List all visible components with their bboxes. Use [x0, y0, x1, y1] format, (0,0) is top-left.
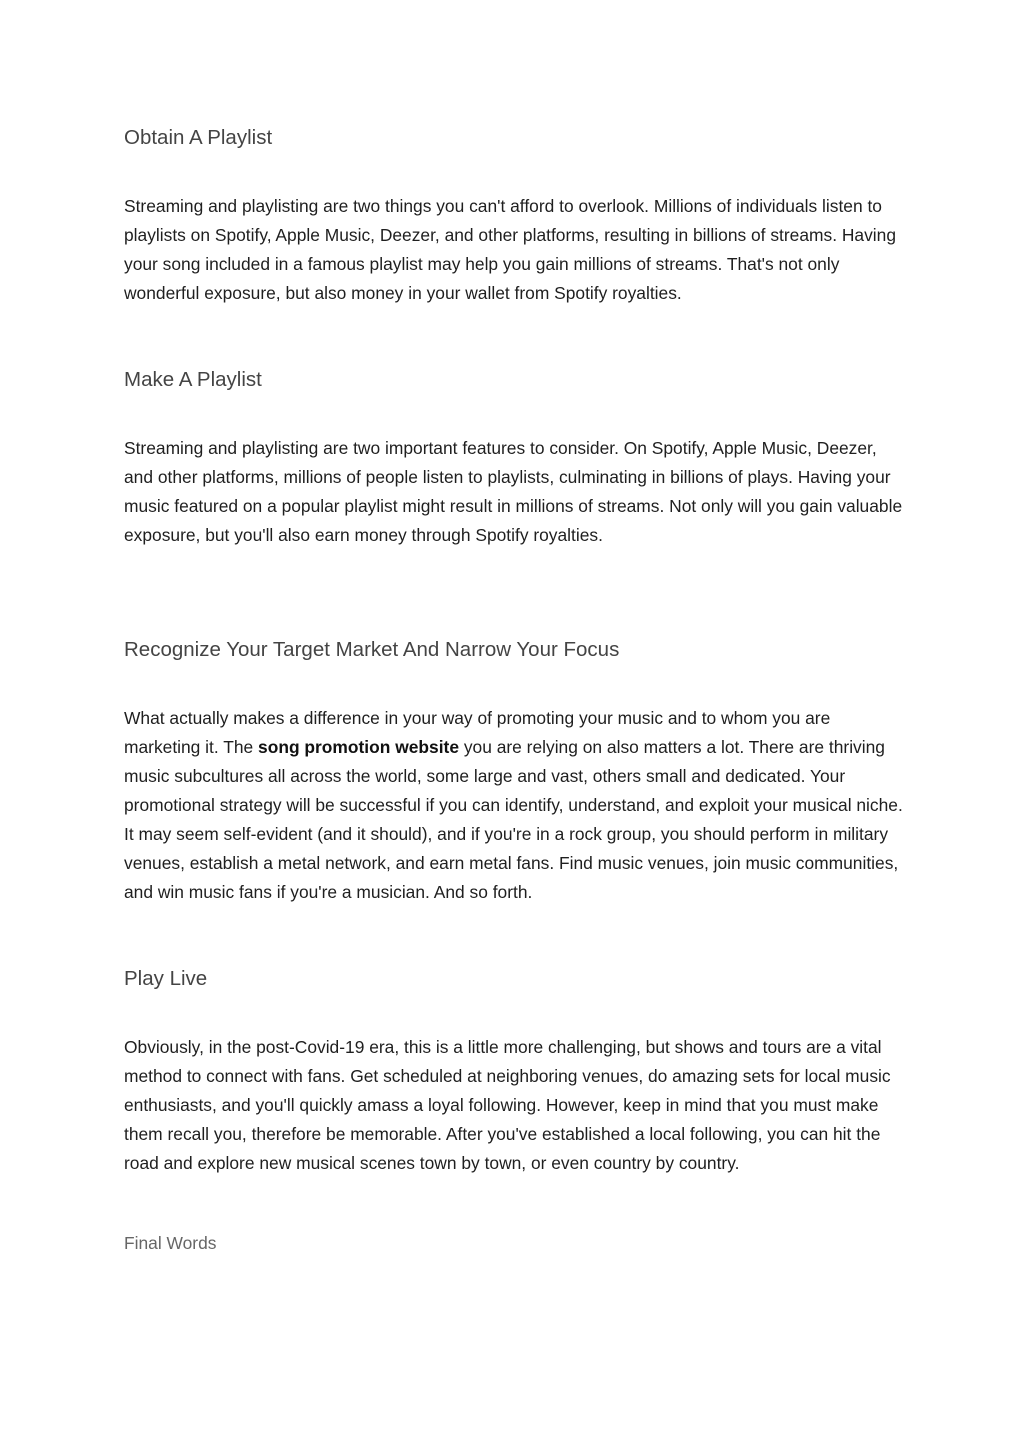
final-words-heading: Final Words	[124, 1233, 217, 1253]
section-body-target-market	[124, 704, 904, 907]
section-heading-target-market: Recognize Your Target Market And Narrow Your Focus	[124, 638, 620, 661]
section-heading-obtain-playlist: Obtain A Playlist	[124, 126, 273, 149]
section-body-obtain-playlist: Streaming and playlisting are two things you can't afford to overlook. Millions of individuals listen to playlists on Spotify, Apple Music, Deezer, and other platforms, resulting in billions of streams. Having your song included in a famous playlist may help you gain millions of streams. That's not only wonderful exposure, but also money in your wallet from Spotify royalties.	[124, 196, 896, 303]
section-heading-play-live: Play Live	[124, 967, 208, 990]
section-body-play-live: Obviously, in the post-Covid-19 era, this is a little more challenging, but shows and tours are a vital method to connect with fans. Get scheduled at neighboring venues, do amazing sets for local music enthusiasts, and you'll quickly amass a loyal following. However, keep in mind that you must make them recall you, therefore be memorable. After you've established a local following, you can hit the road and explore new musical scenes town by town, or even country by country.	[124, 1037, 891, 1173]
section-heading-make-playlist: Make A Playlist	[124, 368, 262, 391]
section-body-make-playlist: Streaming and playlisting are two important features to consider. On Spotify, Apple Music, Deezer, and other platforms, millions of people listen to playlists, culminating in billions of plays. Having your music featured on a popular playlist might result in millions of streams. Not only will you gain valuable exposure, but you'll also earn money through Spotify royalties.	[124, 438, 903, 545]
body-text-before-link: What actually makes a difference in your way of promoting your music and to whom you are marketing it. The	[124, 708, 831, 757]
body-text-after-link: you are relying on also matters a lot. There are thriving music subcultures all across the world, some large and vast, others small and dedicated. Your promotional strategy will be successful if you can identify, understand, and exploit your musical niche. It may seem self-evident (and it should), and if you're in a rock group, you should perform in military venues, establish a metal network, and earn metal fans. Find music venues, join music communities, and win music fans if you're a musician. And so forth.	[124, 737, 903, 902]
song-promotion-website-link[interactable]: song promotion website	[258, 737, 459, 757]
